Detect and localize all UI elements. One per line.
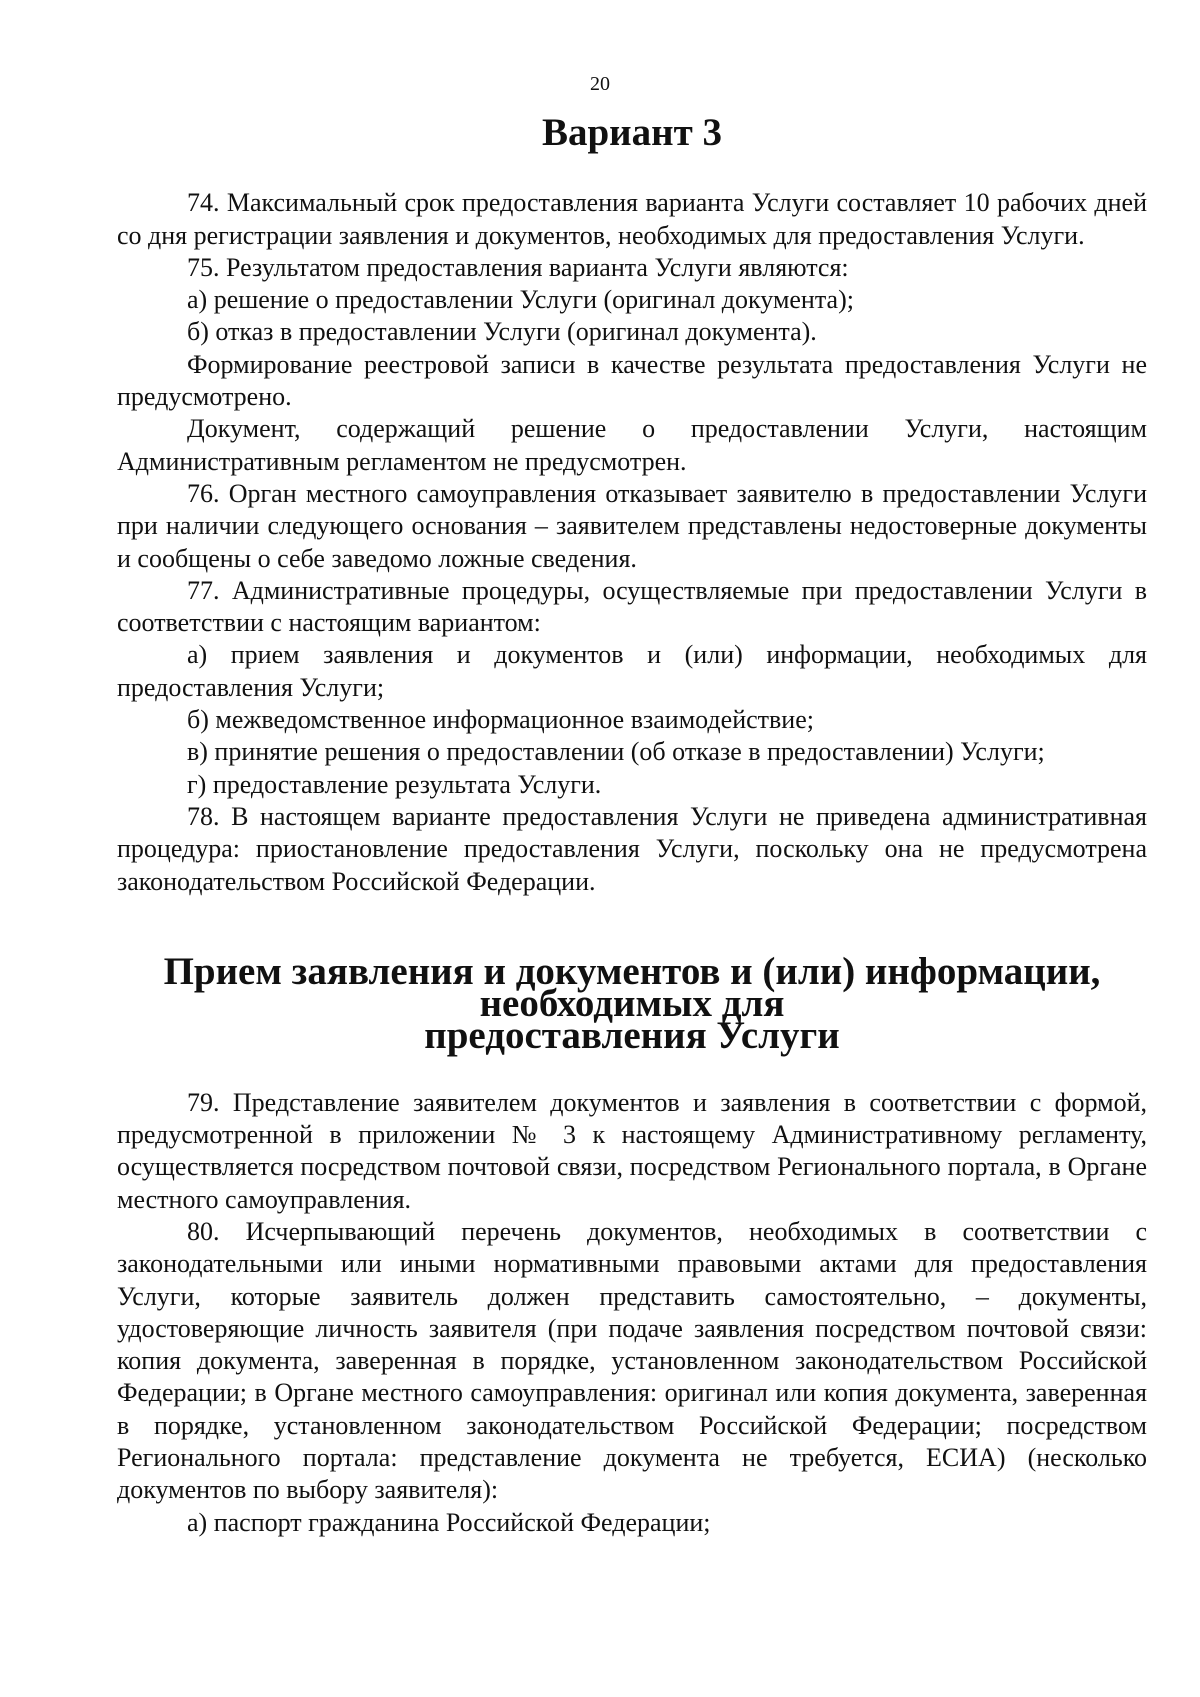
paragraph-80: 80. Исчерпывающий перечень документов, необходимых в соответствии с законодательными или иными нормативными правовыми актами для предоставления Услуги, которые заявитель должен представить самостоятельно, – документы, удостоверяющие личность заявителя (при подаче заявления посредством почтовой связи: копия документа, заверенная в порядке, установленном законодательством Российской Федерации; в Органе местного самоуправления: оригинал или копия документа, заверенная в порядке, установленном законодательством Российской Федерации; посредством Регионального портала: представление документа не требуется, ЕСИА) (несколько документов по выбору заявителя): bbox=[117, 1216, 1147, 1505]
list-item-80a: а) паспорт гражданина Российской Федерации; bbox=[187, 1507, 711, 1537]
section-heading bbox=[117, 949, 1147, 1058]
variant-section bbox=[117, 187, 1147, 898]
list-item-77a: а) прием заявления и документов и (или) информации, необходимых для предоставления Услуги; bbox=[117, 640, 1147, 702]
paragraph-75: 75. Результатом предоставления варианта Услуги являются: bbox=[187, 252, 849, 282]
list-item-77b: б) межведомственное информационное взаимодействие; bbox=[187, 705, 814, 735]
paragraph-78: 78. В настоящем варианте предоставления Услуги не приведена административная процедура: приостановление предоставления Услуги, поскольку она не предусмотрена законодательством Российской Федерации. bbox=[117, 801, 1147, 896]
list-item-77c: в) принятие решения о предоставлении (об отказе в предоставлении) Услуги; bbox=[187, 737, 1045, 767]
list-item-75a: а) решение о предоставлении Услуги (оригинал документа); bbox=[187, 285, 854, 315]
paragraph-74: 74. Максимальный срок предоставления варианта Услуги составляет 10 рабочих дней со дня регистрации заявления и документов, необходимых для предоставления Услуги. bbox=[117, 188, 1147, 250]
document-body bbox=[117, 111, 1147, 1539]
list-item-75b: б) отказ в предоставлении Услуги (оригинал документа). bbox=[187, 317, 817, 347]
paragraph-decision-document: Документ, содержащий решение о предоставлении Услуги, настоящим Административным регламентом не предусмотрен. bbox=[117, 414, 1147, 476]
variant-heading: Вариант 3 bbox=[541, 111, 723, 154]
section-heading-line-2: предоставления Услуги bbox=[424, 1014, 840, 1058]
paragraph-76: 76. Орган местного самоуправления отказывает заявителю в предоставлении Услуги при наличии следующего основания – заявителем представлены недостоверные документы и сообщены о себе заведомо ложные сведения. bbox=[117, 478, 1147, 573]
application-section bbox=[117, 1087, 1147, 1539]
list-item-77d: г) предоставление результата Услуги. bbox=[187, 769, 602, 799]
page-number: 20 bbox=[590, 73, 610, 95]
paragraph-79: 79. Представление заявителем документов и заявления в соответствии с формой, предусмотренной в приложении № 3 к настоящему Административному регламенту, осуществляется посредством почтовой связи, посредством Регионального портала, в Органе местного самоуправления. bbox=[117, 1087, 1147, 1214]
paragraph-77: 77. Административные процедуры, осуществляемые при предоставлении Услуги в соответствии с настоящим вариантом: bbox=[117, 575, 1147, 638]
paragraph-registry-record: Формирование реестровой записи в качестве результата предоставления Услуги не предусмотрено. bbox=[117, 349, 1147, 412]
section-heading-line-1: Прием заявления и документов и (или) информации, необходимых для bbox=[163, 949, 1101, 1026]
